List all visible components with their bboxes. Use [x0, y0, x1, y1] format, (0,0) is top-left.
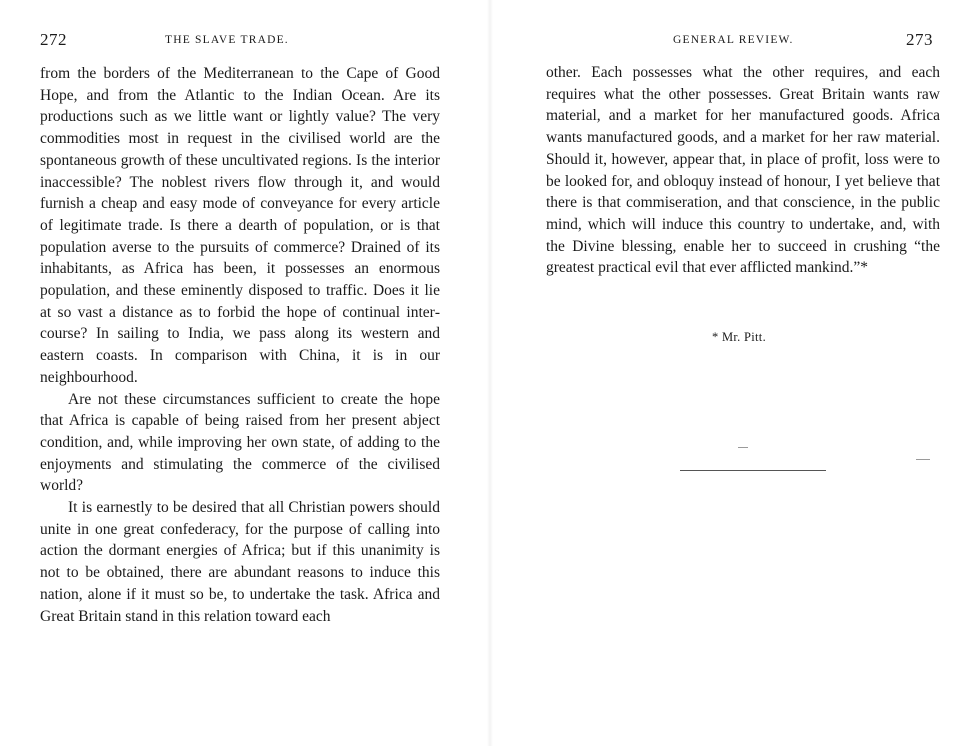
left-page-body [40, 63, 440, 627]
left-page-number: 272 [40, 30, 67, 49]
right-page [490, 0, 980, 746]
left-paragraph-1: from the borders of the Mediterranean to the Cape of Good Hope, and from the Atlantic to the Indian Ocean. Are its productions such as we little want or lightly value? The very commodities most in request in the civilised world are the spontaneous growth of these uncultivated regions. Is the interior inaccessible? The noblest rivers flow through it, and would furnish a cheap and easy mode of conveyance for every article of legitimate trade. Is there a dearth of population, or is that population averse to the pursuits of commerce? Drained of its inhabitants, as Africa has been, it possesses an enormous population, and these eminently disposed to traffic. Does it lie at so vast a distance as to forbid the hope of continual intercourse? In sailing to India, we pass along its western and eastern coasts. In comparison with China, it is in our neighbourhood. [40, 65, 440, 386]
end-rule [680, 470, 826, 471]
print-speck [916, 459, 930, 460]
footnote: * Mr. Pitt. [712, 330, 767, 344]
left-running-head: THE SLAVE TRADE. [165, 34, 289, 46]
right-page-number: 273 [906, 30, 933, 49]
left-paragraph-2: Are not these circumstances sufficient to create the hope that Africa is capable of being raised from her present abject condition, and, while improving her own state, of adding to the enjoyments and stimulating the commerce of the civilised world? [40, 390, 440, 495]
right-page-body [546, 62, 940, 279]
right-paragraph: other. Each possesses what the other requires, and each requires what the other possesses. Great Britain wants raw material, and a market for her manufactured goods. Africa wants manufactured goods, and a market for her raw material. Should it, however, appear that, in place of profit, loss were to be looked for, and obloquy instead of honour, I yet believe that there is that commiseration, and that conscience, in the public mind, which will induce this country to undertake, and, with the Divine blessing, enable her to succeed in crushing “the greatest practical evil that ever afflicted mankind.”* [546, 64, 940, 277]
left-paragraph-3: It is earnestly to be desired that all Christian powers should unite in one great confederacy, for the purpose of calling into action the dormant energies of Africa; but if this unanimity is not to be obtained, there are abundant reasons to induce this nation, alone if it must so be, to undertake the task. Africa and Great Britain stand in this relation toward each [40, 499, 440, 625]
right-running-head: GENERAL REVIEW. [673, 34, 794, 46]
print-speck [738, 447, 748, 448]
